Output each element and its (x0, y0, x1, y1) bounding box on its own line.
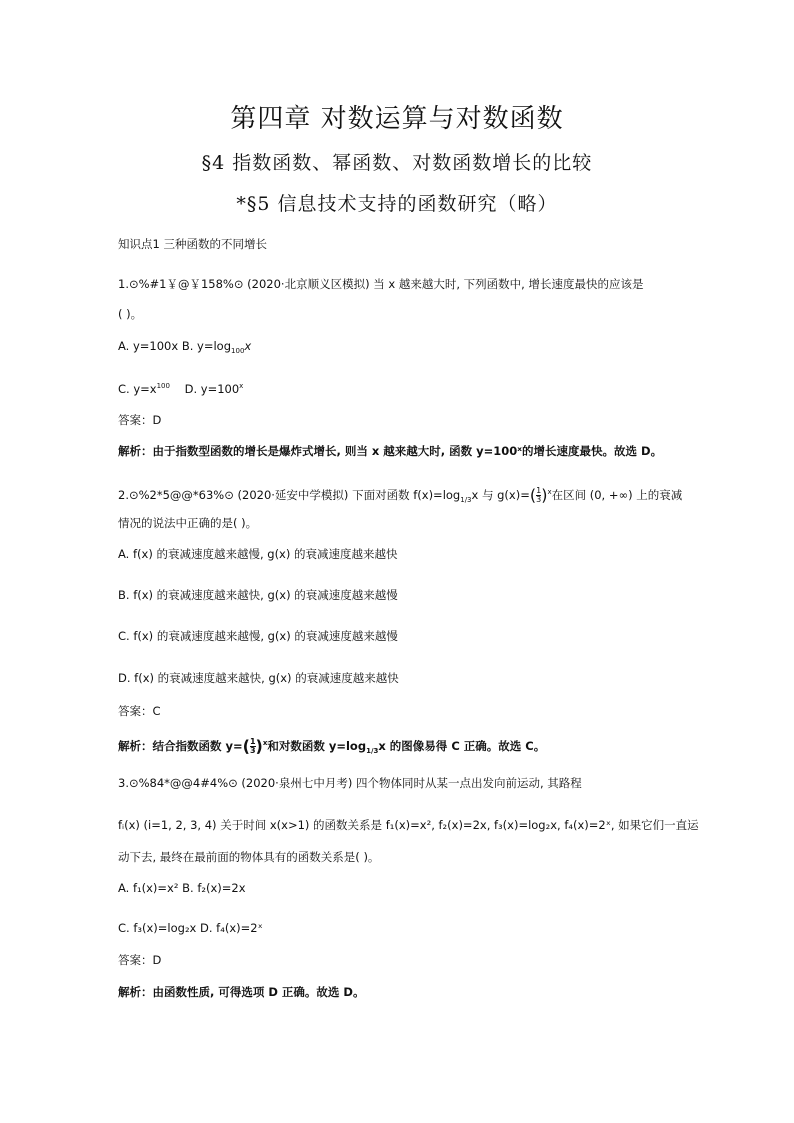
section-5-title: *§5 信息技术支持的函数研究（略） (236, 193, 558, 215)
q3-stem-line-2: fᵢ(x) (i=1, 2, 3, 4) 关于时间 x(x>1) 的函数关系是 f₁(x)=x², f₂(x)=2x, f₃(x)=log₂x, f₄(x)=2ˣ, 如果它们一直运 (118, 818, 699, 832)
q1-stem-line-2: ( )。 (118, 307, 143, 321)
q2-analysis: 解析：结合指数函数 y=( $\frac{1}{3}$ )$^x$和对数函数 $y=\log_{1/3}x$ 的图像易得 C 正确。故选 C。 (118, 736, 546, 756)
q3-analysis: 解析：由函数性质, 可得选项 D 正确。故选 D。 (118, 985, 365, 999)
q1-stem-line-1: 1.⊙%#1￥@￥158%⊙ (2020·北京顺义区模拟) 当 x 越来越大时, 下列函数中, 增长速度最快的应该是 (118, 277, 644, 291)
q3-options-ab: A. f₁(x)=x² B. f₂(x)=2x (118, 881, 246, 895)
q2-option-a: A. f(x) 的衰减速度越来越慢, g(x) 的衰减速度越来越快 (118, 547, 398, 561)
knowledge-point-heading: 知识点1 三种函数的不同增长 (118, 237, 267, 251)
q1-options-cd (118, 378, 243, 397)
q2-option-d: D. f(x) 的衰减速度越来越快, g(x) 的衰减速度越来越快 (118, 671, 399, 685)
q3-stem-line-3: 动下去, 最终在最前面的物体具有的函数关系是( )。 (118, 850, 380, 864)
q2-fraction: $\frac{1}{3}$ (536, 486, 542, 504)
q3-stem-line-1: 3.⊙%84*@@4#4%⊙ (2020·泉州七中月考) 四个物体同时从某一点出发向前运动, 其路程 (118, 776, 582, 790)
q2-option-b: B. f(x) 的衰减速度越来越快, g(x) 的衰减速度越来越慢 (118, 588, 398, 602)
q1-option-c: C. $y=x^{100}$ (118, 382, 170, 396)
q3-answer: 答案：D (118, 953, 162, 967)
q2-answer: 答案：C (118, 704, 161, 718)
q1-options-ab (118, 338, 251, 359)
q1-answer: 答案：D (118, 413, 162, 427)
q1-option-b: B. $y=\log_{100}x$ (181, 339, 252, 355)
q2-stem-line-1: 2.⊙%2*5@@*63%⊙ (2020·延安中学模拟) 下面对函数 $f(x)=\log_{1/3}x$ 与 g(x)=( $\frac{1}{3}$ )$^x$在区间 (0, +∞) 上的衰减 (118, 485, 683, 505)
section-4-title: §4 指数函数、幂函数、对数函数增长的比较 (201, 152, 593, 174)
q1-option-d: D. $y=100^x$ (184, 382, 244, 396)
q2-option-c: C. f(x) 的衰减速度越来越慢, g(x) 的衰减速度越来越慢 (118, 629, 398, 643)
q1-option-a: A. y=100x (118, 339, 179, 353)
chapter-title: 第四章 对数运算与对数函数 (230, 104, 564, 134)
q2-stem-line-2: 情况的说法中正确的是( )。 (118, 516, 258, 530)
q1-analysis: 解析：由于指数型函数的增长是爆炸式增长, 则当 x 越来越大时, 函数 y=100ˣ的增长速度最快。故选 D。 (118, 444, 663, 458)
q3-options-cd: C. f₃(x)=log₂x D. f₄(x)=2ˣ (118, 921, 263, 935)
